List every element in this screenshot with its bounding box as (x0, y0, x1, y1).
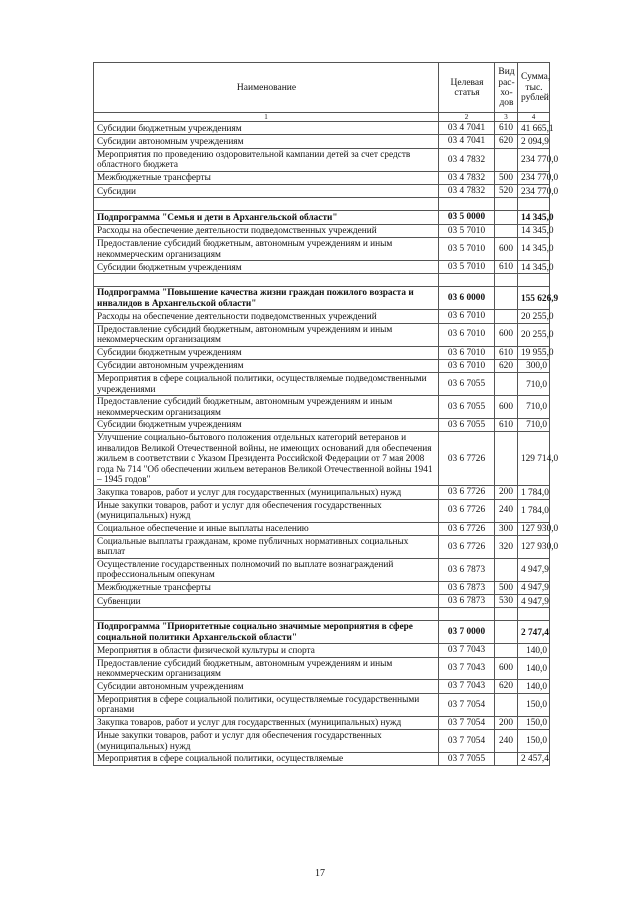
table-row (94, 657, 550, 680)
table-row (94, 148, 550, 171)
subprogram-row (94, 621, 550, 644)
row-name: Иные закупки товаров, работ и услуг для обеспечения государственных (муниципальных) нужд (94, 499, 439, 522)
header-sum: Сумма, тыс. рублей (518, 63, 550, 113)
row-name: Социальное обеспечение и иные выплаты населению (94, 522, 439, 535)
row-target-code: 03 6 7010 (439, 359, 495, 372)
row-target-code: 03 7 7043 (439, 657, 495, 680)
row-name: Субсидии бюджетным учреждениям (94, 346, 439, 359)
row-amount: 14 345,0 (518, 261, 550, 274)
row-target-code: 03 7 7054 (439, 730, 495, 753)
row-target-code: 03 4 7041 (439, 122, 495, 135)
row-name: Предоставление субсидий бюджетным, автономным учреждениям и иным некоммерческим организациям (94, 657, 439, 680)
row-expense-type: 620 (495, 135, 518, 148)
spacer-cell (518, 198, 550, 211)
table-row (94, 752, 550, 765)
spacer-cell (518, 274, 550, 287)
table-row (94, 730, 550, 753)
row-expense-type (495, 148, 518, 171)
row-expense-type: 610 (495, 261, 518, 274)
row-target-code: 03 7 7043 (439, 680, 495, 693)
row-amount: 710,0 (518, 418, 550, 431)
spacer-cell (495, 274, 518, 287)
row-target-code: 03 6 7873 (439, 595, 495, 608)
table-row (94, 310, 550, 323)
row-name: Предоставление субсидий бюджетным, автономным учреждениям и иным некоммерческим организациям (94, 238, 439, 261)
row-amount: 1 784,0 (518, 486, 550, 499)
row-expense-type: 610 (495, 346, 518, 359)
row-amount: 129 714,0 (518, 432, 550, 486)
table-row (94, 122, 550, 135)
subprogram-row (94, 211, 550, 224)
spacer-row (94, 198, 550, 211)
row-expense-type: 240 (495, 730, 518, 753)
table-header-row (94, 63, 550, 113)
table-row (94, 346, 550, 359)
row-amount: 14 345,0 (518, 224, 550, 237)
row-name: Субвенции (94, 595, 439, 608)
row-expense-type (495, 752, 518, 765)
row-target-code: 03 7 7055 (439, 752, 495, 765)
table-row (94, 323, 550, 346)
spacer-cell (439, 198, 495, 211)
row-amount: 41 665,1 (518, 122, 550, 135)
row-name: Мероприятия в сфере социальной политики, осуществляемые (94, 752, 439, 765)
colnum-2: 2 (439, 113, 495, 122)
row-target-code: 03 7 0000 (439, 621, 495, 644)
row-target-code: 03 6 7055 (439, 418, 495, 431)
row-amount: 14 345,0 (518, 211, 550, 224)
subprogram-row (94, 287, 550, 310)
row-expense-type: 620 (495, 359, 518, 372)
row-amount: 150,0 (518, 716, 550, 729)
row-amount: 2 457,4 (518, 752, 550, 765)
table-row (94, 418, 550, 431)
colnum-4: 4 (518, 113, 550, 122)
table-row (94, 693, 550, 716)
row-amount: 234 770,0 (518, 171, 550, 184)
row-target-code: 03 6 7873 (439, 558, 495, 581)
row-expense-type: 620 (495, 680, 518, 693)
row-target-code: 03 6 7873 (439, 581, 495, 594)
row-name: Мероприятия в сфере социальной политики, осуществляемые государственными органами (94, 693, 439, 716)
row-target-code: 03 6 0000 (439, 287, 495, 310)
row-name: Закупка товаров, работ и услуг для государственных (муниципальных) нужд (94, 716, 439, 729)
row-expense-type (495, 224, 518, 237)
row-name: Субсидии бюджетным учреждениям (94, 122, 439, 135)
table-row (94, 499, 550, 522)
row-expense-type (495, 558, 518, 581)
row-target-code: 03 5 7010 (439, 224, 495, 237)
row-amount: 2 747,4 (518, 621, 550, 644)
spacer-cell (94, 608, 439, 621)
table-row (94, 558, 550, 581)
row-target-code: 03 7 7043 (439, 644, 495, 657)
table-row (94, 135, 550, 148)
row-target-code: 03 5 0000 (439, 211, 495, 224)
table-row (94, 261, 550, 274)
row-name: Подпрограмма "Приоритетные социально значимые мероприятия в сфере социальной политики Архангельской области" (94, 621, 439, 644)
header-code: Целевая статья (439, 63, 495, 113)
spacer-row (94, 608, 550, 621)
row-target-code: 03 5 7010 (439, 238, 495, 261)
table-row (94, 486, 550, 499)
row-amount: 140,0 (518, 680, 550, 693)
spacer-cell (94, 274, 439, 287)
row-amount: 4 947,9 (518, 595, 550, 608)
row-target-code: 03 4 7041 (439, 135, 495, 148)
row-name: Мероприятия в сфере социальной политики, осуществляемые подведомственными учреждениями (94, 373, 439, 396)
row-target-code: 03 6 7726 (439, 432, 495, 486)
row-name: Предоставление субсидий бюджетным, автономным учреждениям и иным некоммерческим организациям (94, 396, 439, 419)
row-name: Осуществление государственных полномочий по выплате вознаграждений профессиональным опекунам (94, 558, 439, 581)
row-amount: 140,0 (518, 657, 550, 680)
spacer-cell (495, 608, 518, 621)
row-amount: 127 930,0 (518, 536, 550, 559)
spacer-cell (94, 198, 439, 211)
row-target-code: 03 6 7055 (439, 396, 495, 419)
row-name: Подпрограмма "Повышение качества жизни граждан пожилого возраста и инвалидов в Архангельской области" (94, 287, 439, 310)
row-expense-type (495, 621, 518, 644)
table-row (94, 581, 550, 594)
colnum-3: 3 (495, 113, 518, 122)
row-name: Межбюджетные трансферты (94, 581, 439, 594)
row-amount: 14 345,0 (518, 238, 550, 261)
table-row (94, 536, 550, 559)
row-expense-type: 200 (495, 486, 518, 499)
row-expense-type: 600 (495, 323, 518, 346)
row-name: Субсидии (94, 185, 439, 198)
row-amount: 2 094,9 (518, 135, 550, 148)
table-row (94, 224, 550, 237)
row-expense-type (495, 211, 518, 224)
table-row (94, 238, 550, 261)
table-row (94, 680, 550, 693)
row-expense-type: 200 (495, 716, 518, 729)
header-vid: Вид рас- хо- дов (495, 63, 518, 113)
row-target-code: 03 6 7726 (439, 536, 495, 559)
table-row (94, 396, 550, 419)
budget-table-body (94, 63, 559, 766)
table-row (94, 716, 550, 729)
row-expense-type (495, 287, 518, 310)
row-name: Подпрограмма "Семья и дети в Архангельской области" (94, 211, 439, 224)
row-name: Расходы на обеспечение деятельности подведомственных учреждений (94, 224, 439, 237)
row-name: Социальные выплаты гражданам, кроме публичных нормативных социальных выплат (94, 536, 439, 559)
row-name: Улучшение социально-бытового положения отдельных категорий ветеранов и инвалидов Великой Отечественной войны, не имеющих оснований для обеспечения жильем в соответствии с Указом Президента Российской Федерации от 7 мая 2008 года № 714 "Об обеспечении жильем ветеранов Великой Отечественной войны 1941 – 1945 годов" (94, 432, 439, 486)
row-expense-type (495, 432, 518, 486)
spacer-cell (439, 274, 495, 287)
column-number-row (94, 113, 550, 122)
row-amount: 710,0 (518, 396, 550, 419)
row-expense-type: 530 (495, 595, 518, 608)
row-target-code: 03 7 7054 (439, 693, 495, 716)
row-amount: 140,0 (518, 644, 550, 657)
budget-table (93, 62, 559, 766)
row-amount: 234 770,0 (518, 185, 550, 198)
row-amount: 710,0 (518, 373, 550, 396)
row-expense-type: 520 (495, 185, 518, 198)
row-name: Закупка товаров, работ и услуг для государственных (муниципальных) нужд (94, 486, 439, 499)
row-expense-type: 610 (495, 418, 518, 431)
row-target-code: 03 6 7726 (439, 522, 495, 535)
row-amount: 1 784,0 (518, 499, 550, 522)
row-target-code: 03 6 7010 (439, 323, 495, 346)
row-name: Субсидии бюджетным учреждениям (94, 418, 439, 431)
row-target-code: 03 7 7054 (439, 716, 495, 729)
table-row (94, 522, 550, 535)
table-row (94, 595, 550, 608)
row-target-code: 03 6 7055 (439, 373, 495, 396)
row-amount: 4 947,9 (518, 581, 550, 594)
row-amount: 19 955,0 (518, 346, 550, 359)
row-target-code: 03 6 7726 (439, 486, 495, 499)
row-expense-type (495, 644, 518, 657)
row-amount: 234 770,0 (518, 148, 550, 171)
spacer-cell (518, 608, 550, 621)
row-expense-type: 610 (495, 122, 518, 135)
row-expense-type: 320 (495, 536, 518, 559)
row-expense-type (495, 373, 518, 396)
row-name: Предоставление субсидий бюджетным, автономным учреждениям и иным некоммерческим организациям (94, 323, 439, 346)
row-target-code: 03 4 7832 (439, 171, 495, 184)
row-name: Иные закупки товаров, работ и услуг для обеспечения государственных (муниципальных) нужд (94, 730, 439, 753)
row-name: Межбюджетные трансферты (94, 171, 439, 184)
row-amount: 20 255,0 (518, 323, 550, 346)
row-expense-type: 600 (495, 238, 518, 261)
row-expense-type (495, 693, 518, 716)
colnum-1: 1 (94, 113, 439, 122)
table-row (94, 359, 550, 372)
row-expense-type: 600 (495, 396, 518, 419)
spacer-cell (495, 198, 518, 211)
header-name: Наименование (94, 63, 439, 113)
table-row (94, 432, 550, 486)
page-number: 17 (315, 868, 325, 879)
row-amount: 150,0 (518, 693, 550, 716)
row-amount: 155 626,9 (518, 287, 550, 310)
row-name: Субсидии бюджетным учреждениям (94, 261, 439, 274)
spacer-row (94, 274, 550, 287)
table-row (94, 185, 550, 198)
row-name: Субсидии автономным учреждениям (94, 359, 439, 372)
row-name: Мероприятия по проведению оздоровительной кампании детей за счет средств областного бюджета (94, 148, 439, 171)
table-row (94, 171, 550, 184)
row-target-code: 03 6 7010 (439, 346, 495, 359)
row-name: Мероприятия в области физической культуры и спорта (94, 644, 439, 657)
row-amount: 20 255,0 (518, 310, 550, 323)
row-target-code: 03 6 7010 (439, 310, 495, 323)
row-target-code: 03 4 7832 (439, 185, 495, 198)
row-target-code: 03 5 7010 (439, 261, 495, 274)
row-expense-type: 500 (495, 171, 518, 184)
row-target-code: 03 6 7726 (439, 499, 495, 522)
spacer-cell (439, 608, 495, 621)
row-expense-type: 240 (495, 499, 518, 522)
row-amount: 4 947,9 (518, 558, 550, 581)
row-amount: 300,0 (518, 359, 550, 372)
row-name: Расходы на обеспечение деятельности подведомственных учреждений (94, 310, 439, 323)
row-target-code: 03 4 7832 (439, 148, 495, 171)
row-expense-type: 500 (495, 581, 518, 594)
row-expense-type: 300 (495, 522, 518, 535)
row-name: Субсидии автономным учреждениям (94, 135, 439, 148)
row-name: Субсидии автономным учреждениям (94, 680, 439, 693)
table-row (94, 644, 550, 657)
table-row (94, 373, 550, 396)
row-amount: 150,0 (518, 730, 550, 753)
row-expense-type (495, 310, 518, 323)
row-amount: 127 930,0 (518, 522, 550, 535)
row-expense-type: 600 (495, 657, 518, 680)
